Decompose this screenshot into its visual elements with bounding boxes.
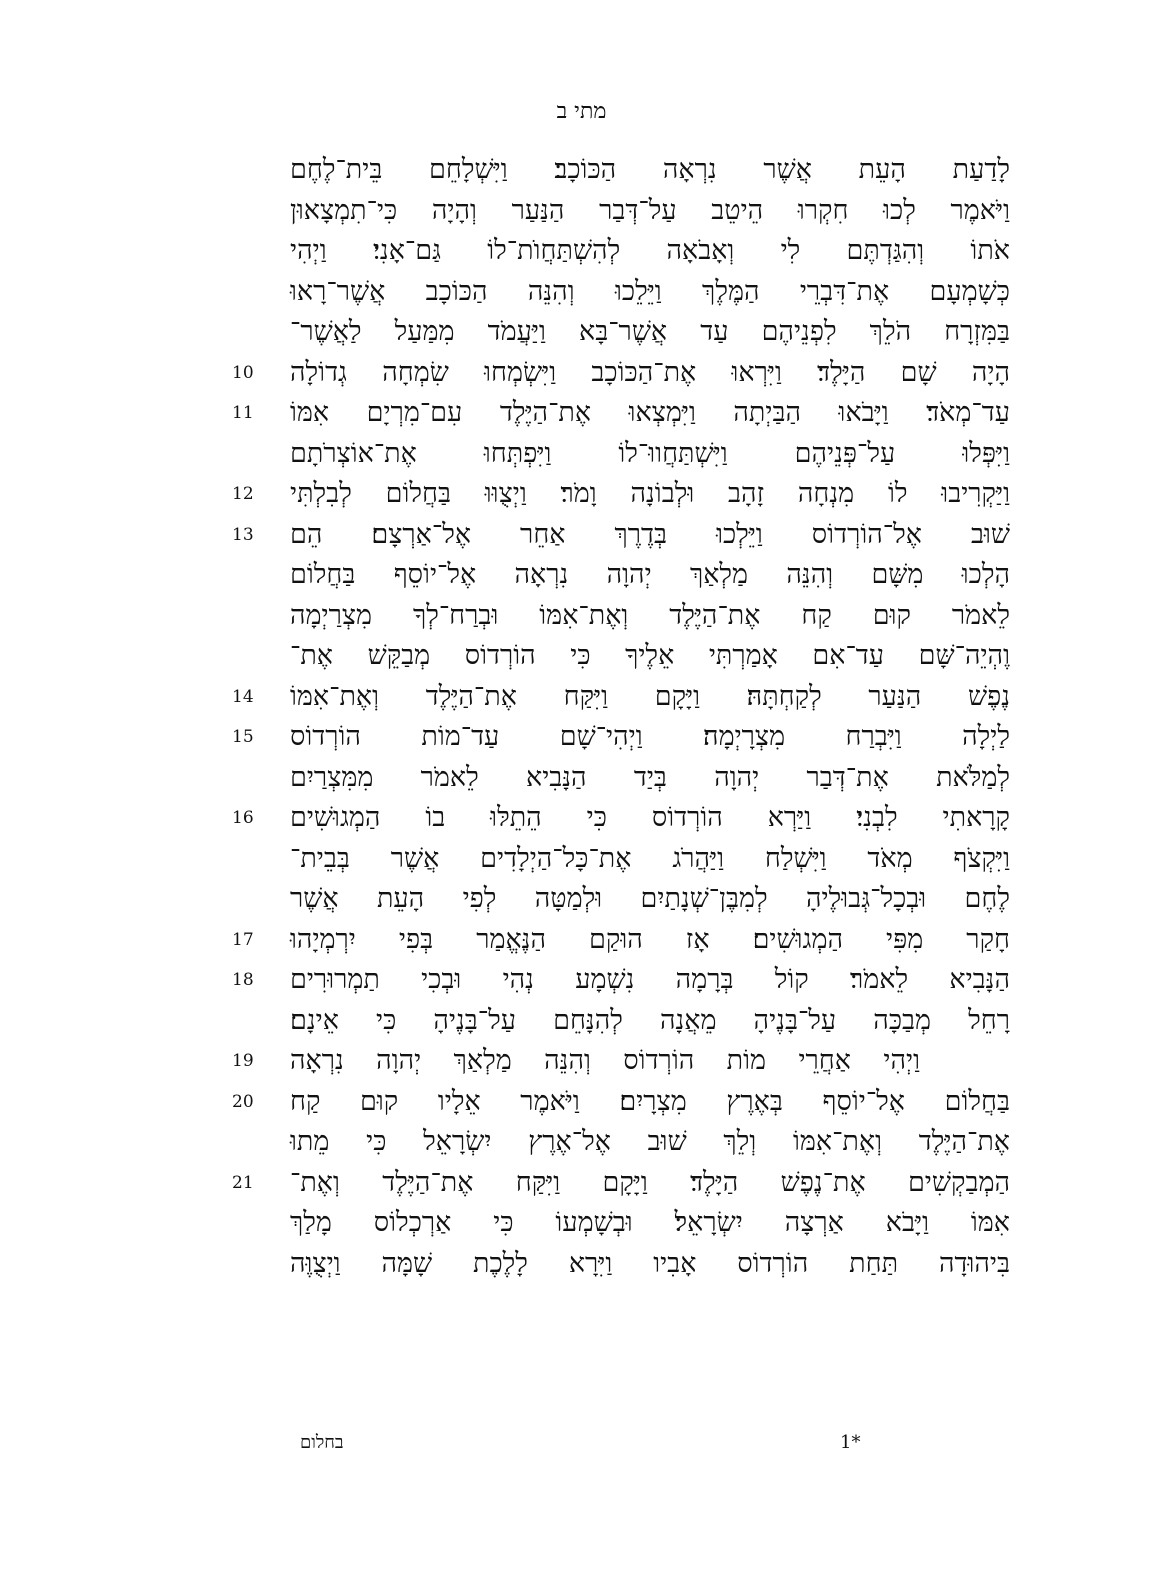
- verse-number: 15: [232, 727, 254, 747]
- text-line: [232, 1041, 1010, 1082]
- text-line: [290, 434, 1010, 475]
- text-line: [290, 1244, 1010, 1285]
- verse-number: 16: [232, 808, 254, 828]
- text-line: [232, 393, 1010, 434]
- line-text: שׁוּב אֶל־הוֹרְדוֹס וַיֵּלְכוּ בְּדֶרֶךְ אַחֵר אֶל־אַרְצָם׃ הֵם: [290, 518, 1010, 550]
- signature-mark: 1*: [840, 1432, 861, 1453]
- line-text: הַנָּבִיא לֵאמֹר׃ קוֹל בְּרָמָה נִשְׁמָע נְהִי וּבְכִי תַמְרוּרִים: [290, 964, 1010, 995]
- text-line: [290, 758, 1010, 799]
- line-text: קָרָאתִי לִבְנִי׃ וַיַּרְא הוֹרְדוֹס כִּי הֵתֵלּוּ בוֹ הַמְגוּשִׁים: [290, 802, 1010, 833]
- line-text: וַיִּקְצֹף מְאֹד וַיִּשְׁלַח וַיַּהֲרֹג אֶת־כָּל־הַיְלָדִים אֲשֶׁר בְּבֵית־: [290, 842, 1010, 874]
- verse-number: 10: [232, 362, 254, 383]
- text-line: [290, 1122, 1010, 1163]
- line-text: לָדַעַת הָעֵת אֲשֶׁר נִרְאָה הַכּוֹכָב׃ וַיִּשְׁלָחֵם בֵּית־לֶחֶם: [290, 154, 1010, 185]
- line-text: בִּיהוּדָה תַּחַת הוֹרְדוֹס אָבִיו וַיִּרָא לָלֶכֶת שָׁמָּה וַיְצֻוֶּה: [290, 1247, 1010, 1279]
- verse-number: 20: [232, 1091, 254, 1112]
- line-text: חָקַר מִפִּי הַמְגוּשִׁים׃ אָז הוּקַם הַנֶּאֱמַר בְּפִי יִרְמְיָהוּ: [290, 923, 1010, 955]
- line-text: עַד־מְאֹד׃ וַיָּבֹאוּ הַבַּיְתָה וַיִּמְצְאוּ אֶת־הַיֶּלֶד עִם־מִרְיָם אִמּוֹ: [290, 397, 1010, 428]
- verse-number: 14: [232, 686, 254, 707]
- verse-number: 21: [232, 1172, 254, 1193]
- verse-number: 11: [232, 403, 254, 423]
- line-text: לְמַלֹּאת אֶת־דְּבַר יְהוָה בְּיַד הַנָּבִיא לֵאמֹר מִמִּצְרַיִם: [290, 761, 1010, 793]
- verse-number: 19: [232, 1051, 254, 1071]
- line-text: לֵאמֹר קוּם קַח אֶת־הַיֶּלֶד וְאֶת־אִמּוֹ וּבְרַח־לְךָ מִצְרַיְמָה: [290, 599, 1010, 631]
- text-body: [232, 150, 1010, 1284]
- text-line: [232, 1082, 1010, 1123]
- line-text: וַיְהִי אַחֲרֵי מוֹת הוֹרְדוֹס וְהִנֵּה מַלְאַךְ יְהוָה נִרְאָה: [290, 1045, 920, 1076]
- line-text: הָלְכוּ מִשָּׁם וְהִנֵּה מַלְאַךְ יְהוָה נִרְאָה אֶל־יוֹסֵף בַּחֲלוֹם: [290, 559, 1010, 590]
- line-text: וַיֹּאמֶר לְכוּ חִקְרוּ הֵיטֵב עַל־דְּבַר הַנַּעַר וְהָיָה כִּי־תִמְצָאוּן: [290, 194, 1010, 226]
- text-line: [232, 515, 1010, 556]
- line-text: בַּחֲלוֹם אֶל־יוֹסֵף בְּאֶרֶץ מִצְרָיִם׃ וַיֹּאמֶר אֵלָיו קוּם קַח: [290, 1085, 1010, 1117]
- text-line: [290, 272, 1010, 313]
- text-line: [290, 231, 1010, 272]
- text-line: [290, 191, 1010, 232]
- text-line: [290, 636, 1010, 677]
- line-text: לֶחֶם וּבְכָל־גְּבוּלֶיהָ לְמִבֶּן־שְׁנָתַיִם וּלְמַטָּה לְפִי הָעֵת אֲשֶׁר: [290, 883, 1010, 914]
- text-line: [232, 798, 1010, 839]
- text-line: [232, 677, 1010, 718]
- line-text: אִמּוֹ וַיָּבֹא אַרְצָה יִשְׂרָאֵל׃ וּבְשָׁמְעוֹ כִּי אַרְכְלוֹס מָלַךְ: [290, 1207, 1010, 1238]
- text-line: [290, 312, 1010, 353]
- verse-number: 17: [232, 929, 254, 950]
- text-line: [290, 839, 1010, 880]
- text-line: [232, 920, 1010, 961]
- page-footer: [290, 1432, 1010, 1462]
- verse-number: 12: [232, 484, 254, 504]
- line-text: אֹתוֹ וְהִגַּדְתֶּם לִי וְאָבֹאָה לְהִשְׁתַּחֲוֺת־לוֹ גַּם־אָנִי׃ וַיְהִי: [290, 235, 1010, 266]
- text-line: [290, 1001, 1010, 1042]
- line-text: הָיָה שָׁם הַיָּלֶד׃ וַיִּרְאוּ אֶת־הַכּוֹכָב וַיִּשְׂמְחוּ שִׂמְחָה גְדוֹלָה: [290, 356, 1010, 388]
- line-text: אֶת־הַיֶּלֶד וְאֶת־אִמּוֹ וְלֵךְ שׁוּב אֶל־אֶרֶץ יִשְׂרָאֵל כִּי מֵתוּ: [290, 1126, 1010, 1157]
- catchword: בחלום: [300, 1432, 344, 1453]
- line-text: לַיְלָה וַיִּבְרַח מִצְרָיְמָה׃ וַיְהִי־שָׁם עַד־מוֹת הוֹרְדוֹס: [290, 721, 1010, 752]
- verse-number: 18: [232, 970, 254, 990]
- line-text: רָחֵל מְבַכָּה עַל־בָּנֶיהָ מֵאֲנָה לְהִנָּחֵם עַל־בָּנֶיהָ כִּי אֵינָם׃: [290, 1004, 1010, 1036]
- text-line: [290, 150, 1010, 191]
- text-line: [232, 1163, 1010, 1204]
- text-line: [290, 555, 1010, 596]
- text-line: [232, 960, 1010, 1001]
- line-text: בַּמִּזְרָח הֹלֵךְ לִפְנֵיהֶם עַד אֲשֶׁר־בָּא וַיַּעֲמֹד מִמַּעַל לַאֲשֶׁר־: [290, 316, 1010, 347]
- line-text: נֶפֶשׁ הַנַּעַר לְקַחְתָּהּ׃ וַיָּקָם וַיִּקַּח אֶת־הַיֶּלֶד וְאֶת־אִמּוֹ: [290, 680, 1010, 712]
- text-line: [290, 596, 1010, 637]
- text-line: [290, 879, 1010, 920]
- running-head: מתי ב: [556, 99, 607, 124]
- line-text: הַמְבַקְשִׁים אֶת־נֶפֶשׁ הַיָּלֶד׃ וַיָּקָם וַיִּקַּח אֶת־הַיֶּלֶד וְאֶת־: [290, 1166, 1010, 1198]
- verse-number: 13: [232, 524, 254, 545]
- text-line: [232, 474, 1010, 515]
- text-line: [232, 353, 1010, 394]
- text-line: [290, 1203, 1010, 1244]
- text-line: [232, 717, 1010, 758]
- line-text: וֶהְיֵה־שָּׁם עַד־אִם אָמַרְתִּי אֵלֶיךָ כִּי הוֹרְדוֹס מְבַקֵּשׁ אֶת־: [290, 640, 1010, 671]
- line-text: וַיִּפְּלוּ עַל־פְּנֵיהֶם וַיִּשְׁתַּחֲווּ־לוֹ וַיִּפְתְּחוּ אֶת־אוֹצְרֹתָם: [290, 437, 1010, 469]
- line-text: כְּשָׁמְעָם אֶת־דִּבְרֵי הַמֶּלֶךְ וַיֵּלֵכוּ וְהִנֵּה הַכּוֹכָב אֲשֶׁר־רָאוּ: [290, 275, 1010, 307]
- line-text: וַיַּקְרִיבוּ לוֹ מִנְחָה זָהָב וּלְבוֹנָה וָמֹר׃ וַיְצֻוּוּ בַּחֲלוֹם לְבִלְתִּי: [290, 478, 1010, 509]
